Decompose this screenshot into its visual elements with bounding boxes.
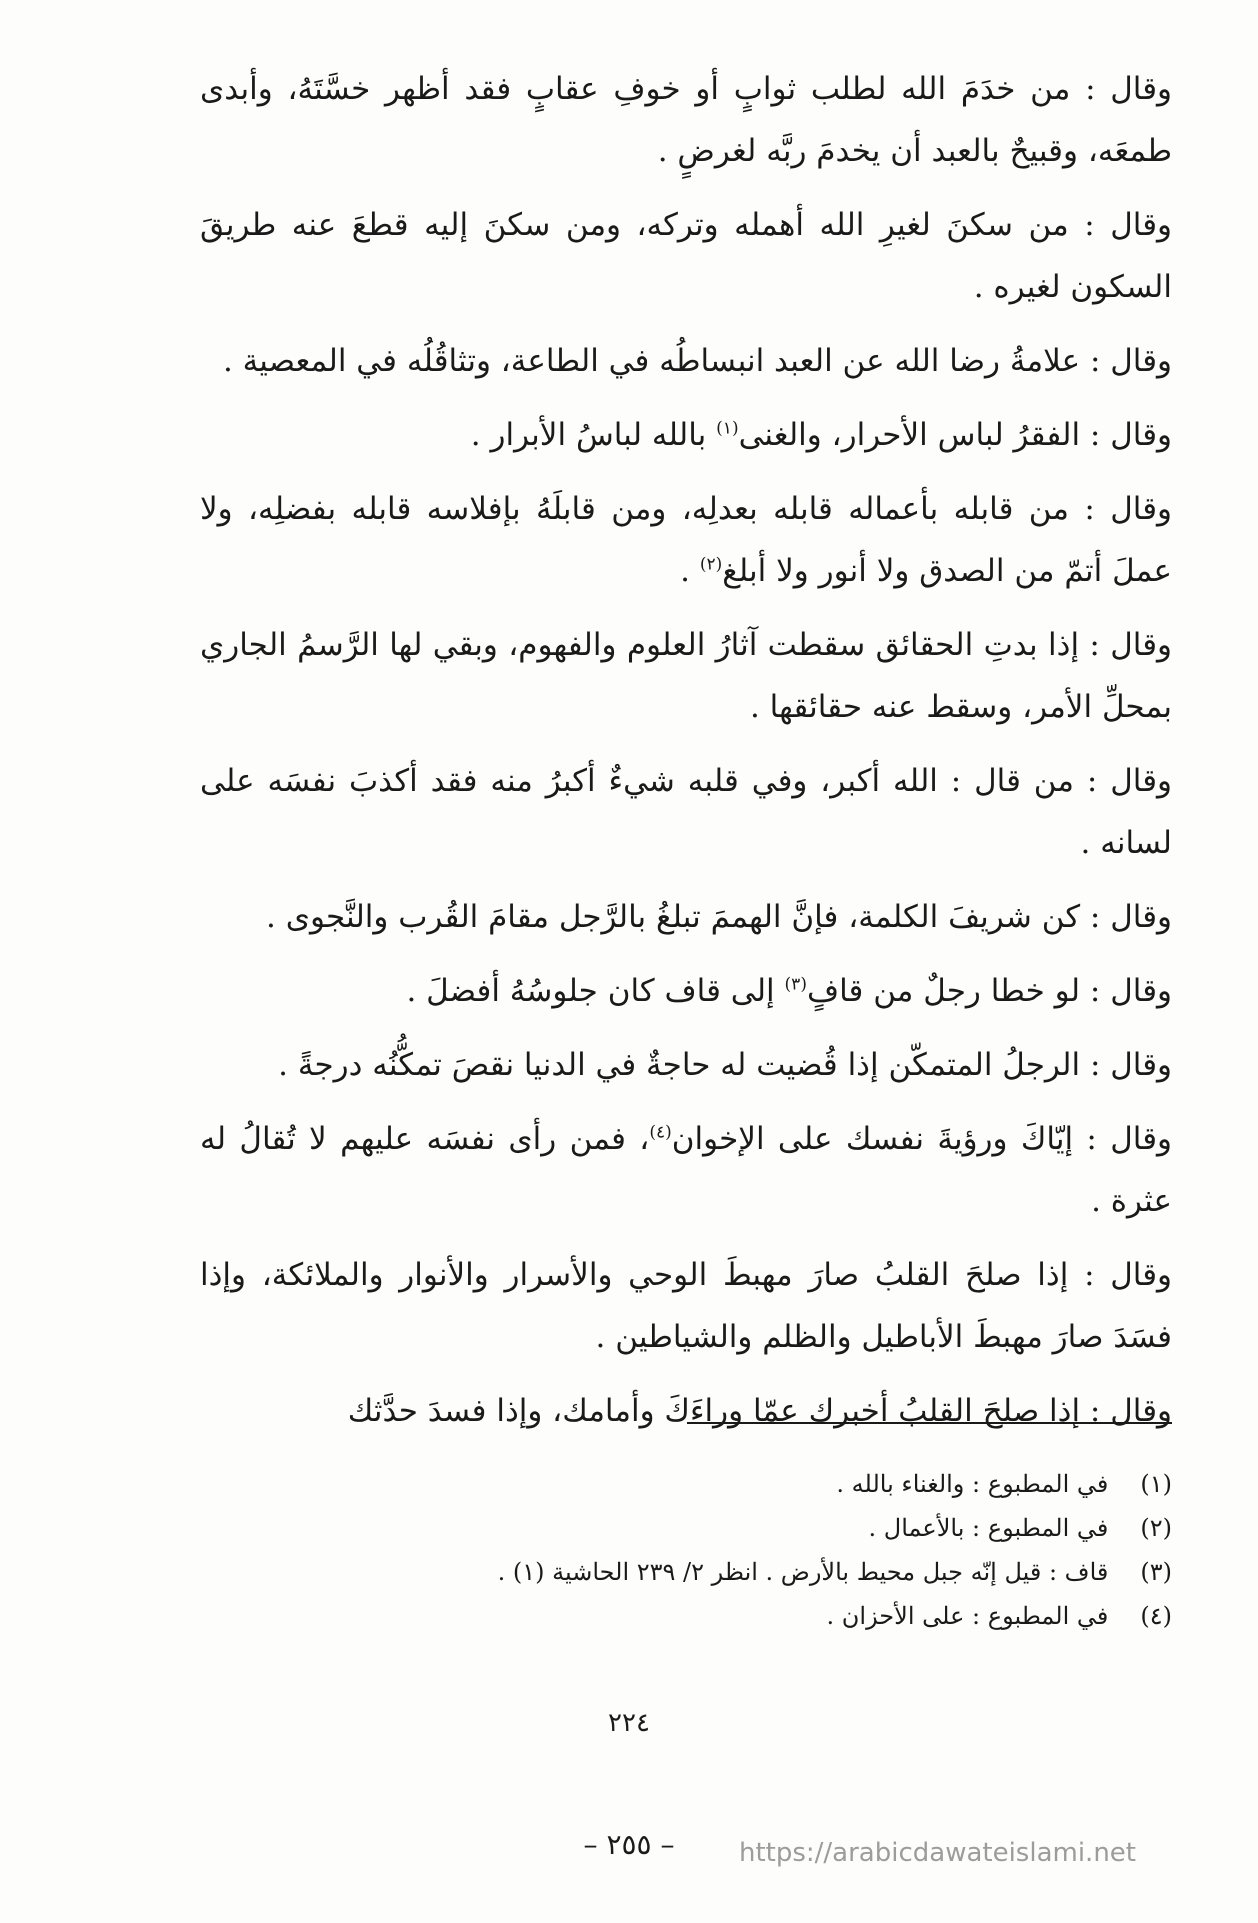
- paragraph: وقال : الفقرُ لباس الأحرار، والغنى$^{(١)}$ بالله لباسُ الأبرار .: [470, 417, 1172, 453]
- paragraph: وقال : إذا صلحَ القلبُ صارَ مهبطَ الوحي والأسرار والأنوار والملائكة، وإذا فسَدَ صارَ مهبطَ الأباطيل والظلم والشياطين .: [200, 1257, 1172, 1355]
- footnote-text: في المطبوع : بالأعمال .: [868, 1514, 1109, 1542]
- paragraph: وقال : إذا بدتِ الحقائق سقطت آثارُ العلوم والفهوم، وبقي لها الرَّسمُ الجاري بمحلِّ الأمر، وسقط عنه حقائقها .: [200, 627, 1172, 725]
- footnote: [412, 1550, 1172, 1594]
- paragraph: وقال : من قابله بأعماله قابله بعدلِه، ومن قابلَهُ بإفلاسه قابله بفضلِه، ولا عملَ أتمّ من الصدق ولا أنور ولا أبلغ$^{(٢)}$ .: [200, 491, 1172, 589]
- paragraph: وقال : إذا صلحَ القلبُ أخبرك عمّا وراءَكَ وأمامك، وإذا فسدَ حدَّثك: [347, 1393, 1172, 1429]
- main-text: [200, 58, 1172, 1454]
- footnote: [412, 1462, 1172, 1506]
- footnote-text: في المطبوع : والغناء بالله .: [836, 1470, 1109, 1498]
- paragraph: وقال : لو خطا رجلٌ من قافٍ$^{(٣)}$ إلى قاف كان جلوسُهُ أفضلَ .: [406, 973, 1172, 1009]
- paragraph: وقال : من خدَمَ الله لطلب ثوابٍ أو خوفِ عقابٍ فقد أظهر خسَّتَهُ، وأبدى طمعَه، وقبيحٌ بالعبد أن يخدمَ ربَّه لغرضٍ .: [200, 71, 1172, 169]
- footnote-divider: [687, 1422, 1172, 1424]
- footnote-marker: (٢): [699, 554, 723, 575]
- footnote-number: (٢): [1140, 1514, 1172, 1542]
- page-number: ٢٢٤: [608, 1708, 650, 1738]
- footnote-number: (١): [1140, 1470, 1172, 1498]
- page-number-secondary: – ٢٥٥ –: [583, 1828, 675, 1861]
- paragraph: وقال : من قال : الله أكبر، وفي قلبه شيءٌ أكبرُ منه فقد أكذبَ نفسَه على لسانه .: [200, 763, 1172, 861]
- paragraph: وقال : علامةُ رضا الله عن العبد انبساطُه في الطاعة، وتثاقُلُه في المعصية .: [222, 343, 1172, 379]
- footnote-marker: (٤): [649, 1122, 672, 1143]
- footnote-marker: (٣): [784, 974, 807, 995]
- footnotes: [412, 1462, 1172, 1638]
- footnote-text: في المطبوع : على الأحزان .: [826, 1602, 1109, 1630]
- paragraph: وقال : من سكنَ لغيرِ الله أهمله وتركه، ومن سكنَ إليه قطعَ عنه طريقَ السكون لغيره .: [200, 207, 1172, 305]
- footnote: [412, 1594, 1172, 1638]
- paragraph: وقال : كن شريفَ الكلمة، فإنَّ الهممَ تبلغُ بالرَّجل مقامَ القُرب والنَّجوى .: [265, 899, 1172, 935]
- footnote-marker: (١): [716, 418, 739, 439]
- footnote-number: (٣): [1140, 1558, 1172, 1586]
- footnote-text: قاف : قيل إنّه جبل محيط بالأرض . انظر ٢/ ٢٣٩ الحاشية (١) .: [497, 1558, 1109, 1586]
- paragraph: وقال : إيّاكَ ورؤيةَ نفسك على الإخوان$^{(٤)}$، فمن رأى نفسَه عليهم لا تُقالُ له عثرة .: [200, 1121, 1172, 1219]
- footnote-number: (٤): [1140, 1602, 1172, 1630]
- footnote: [412, 1506, 1172, 1550]
- watermark-url: https://arabicdawateislami.net: [738, 1838, 1136, 1868]
- paragraph: وقال : الرجلُ المتمكّن إذا قُضيت له حاجةٌ في الدنيا نقصَ تمكُّنُه درجةً .: [278, 1047, 1172, 1083]
